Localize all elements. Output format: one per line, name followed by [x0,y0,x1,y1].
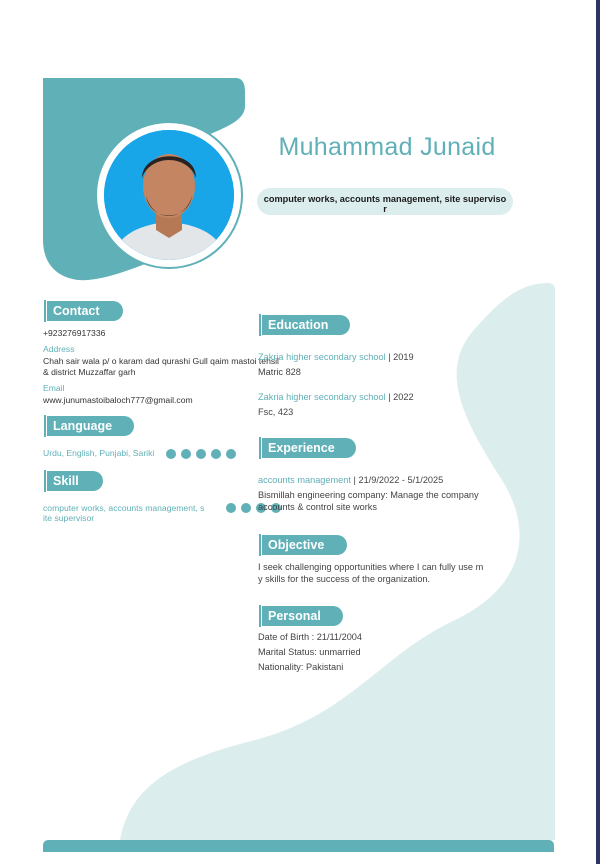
graduation-year: 2019 [393,352,414,362]
rating-dot [226,449,236,459]
footer-bar [43,840,554,852]
education-entry-2 [258,390,414,404]
personal-heading: Personal [262,606,343,626]
rating-dot [226,503,236,513]
separator: | [385,392,394,402]
skill-line-1: computer works, accounts management, s [43,503,205,513]
full-name: Muhammad Junaid [278,133,496,161]
experience-desc-1: Bismillah engineering company: Manage the company [258,490,479,500]
education-detail-1: Matric 828 [258,367,301,377]
language-heading: Language [47,416,134,436]
objective-line-2: y skills for the success of the organization. [258,574,431,584]
job-titles: computer works, accounts management, site superviso r [257,188,513,215]
date-of-birth: Date of Birth : 21/11/2004 [258,632,363,642]
email-address: www.junumastoibaloch777@gmail.com [43,395,193,405]
rating-dot [166,449,176,459]
rating-dot [181,449,191,459]
profile-photo [104,130,234,260]
language-list: Urdu, English, Punjabi, Sariki [43,448,155,458]
experience-heading: Experience [262,438,356,458]
rating-dot [241,503,251,513]
separator: | [385,352,394,362]
nationality: Nationality: Pakistani [258,662,344,672]
marital-status: Marital Status: unmarried [258,647,361,657]
school-name: Zakria higher secondary school [258,392,386,402]
rating-dot [211,449,221,459]
experience-desc-2: accounts & control site works [258,502,377,512]
person-silhouette-icon [104,130,234,260]
education-detail-2: Fsc, 423 [258,407,294,417]
window-edge [596,0,600,864]
email-label: Email [43,383,65,393]
language-rating [166,449,236,459]
job-dates: 21/9/2022 - 5/1/2025 [358,475,444,485]
phone-number: +923276917336 [43,328,106,338]
graduation-year: 2022 [393,392,414,402]
address-line-1: Chah sair wala p/ o karam dad qurashi Gull qaim mastoi tehsil [43,356,279,366]
address-line-2: & district Muzzaffar garh [43,367,136,377]
separator: | [350,475,359,485]
experience-entry [258,473,443,487]
school-name: Zakria higher secondary school [258,352,386,362]
rating-dot [196,449,206,459]
address-label: Address [43,344,75,354]
contact-heading: Contact [47,301,123,321]
skill-heading: Skill [47,471,103,491]
job-title: accounts management [258,475,351,485]
education-heading: Education [262,315,350,335]
objective-line-1: I seek challenging opportunities where I can fully use m [258,562,484,572]
education-entry-1 [258,350,414,364]
skill-line-2: ite supervisor [43,513,95,523]
objective-heading: Objective [262,535,347,555]
